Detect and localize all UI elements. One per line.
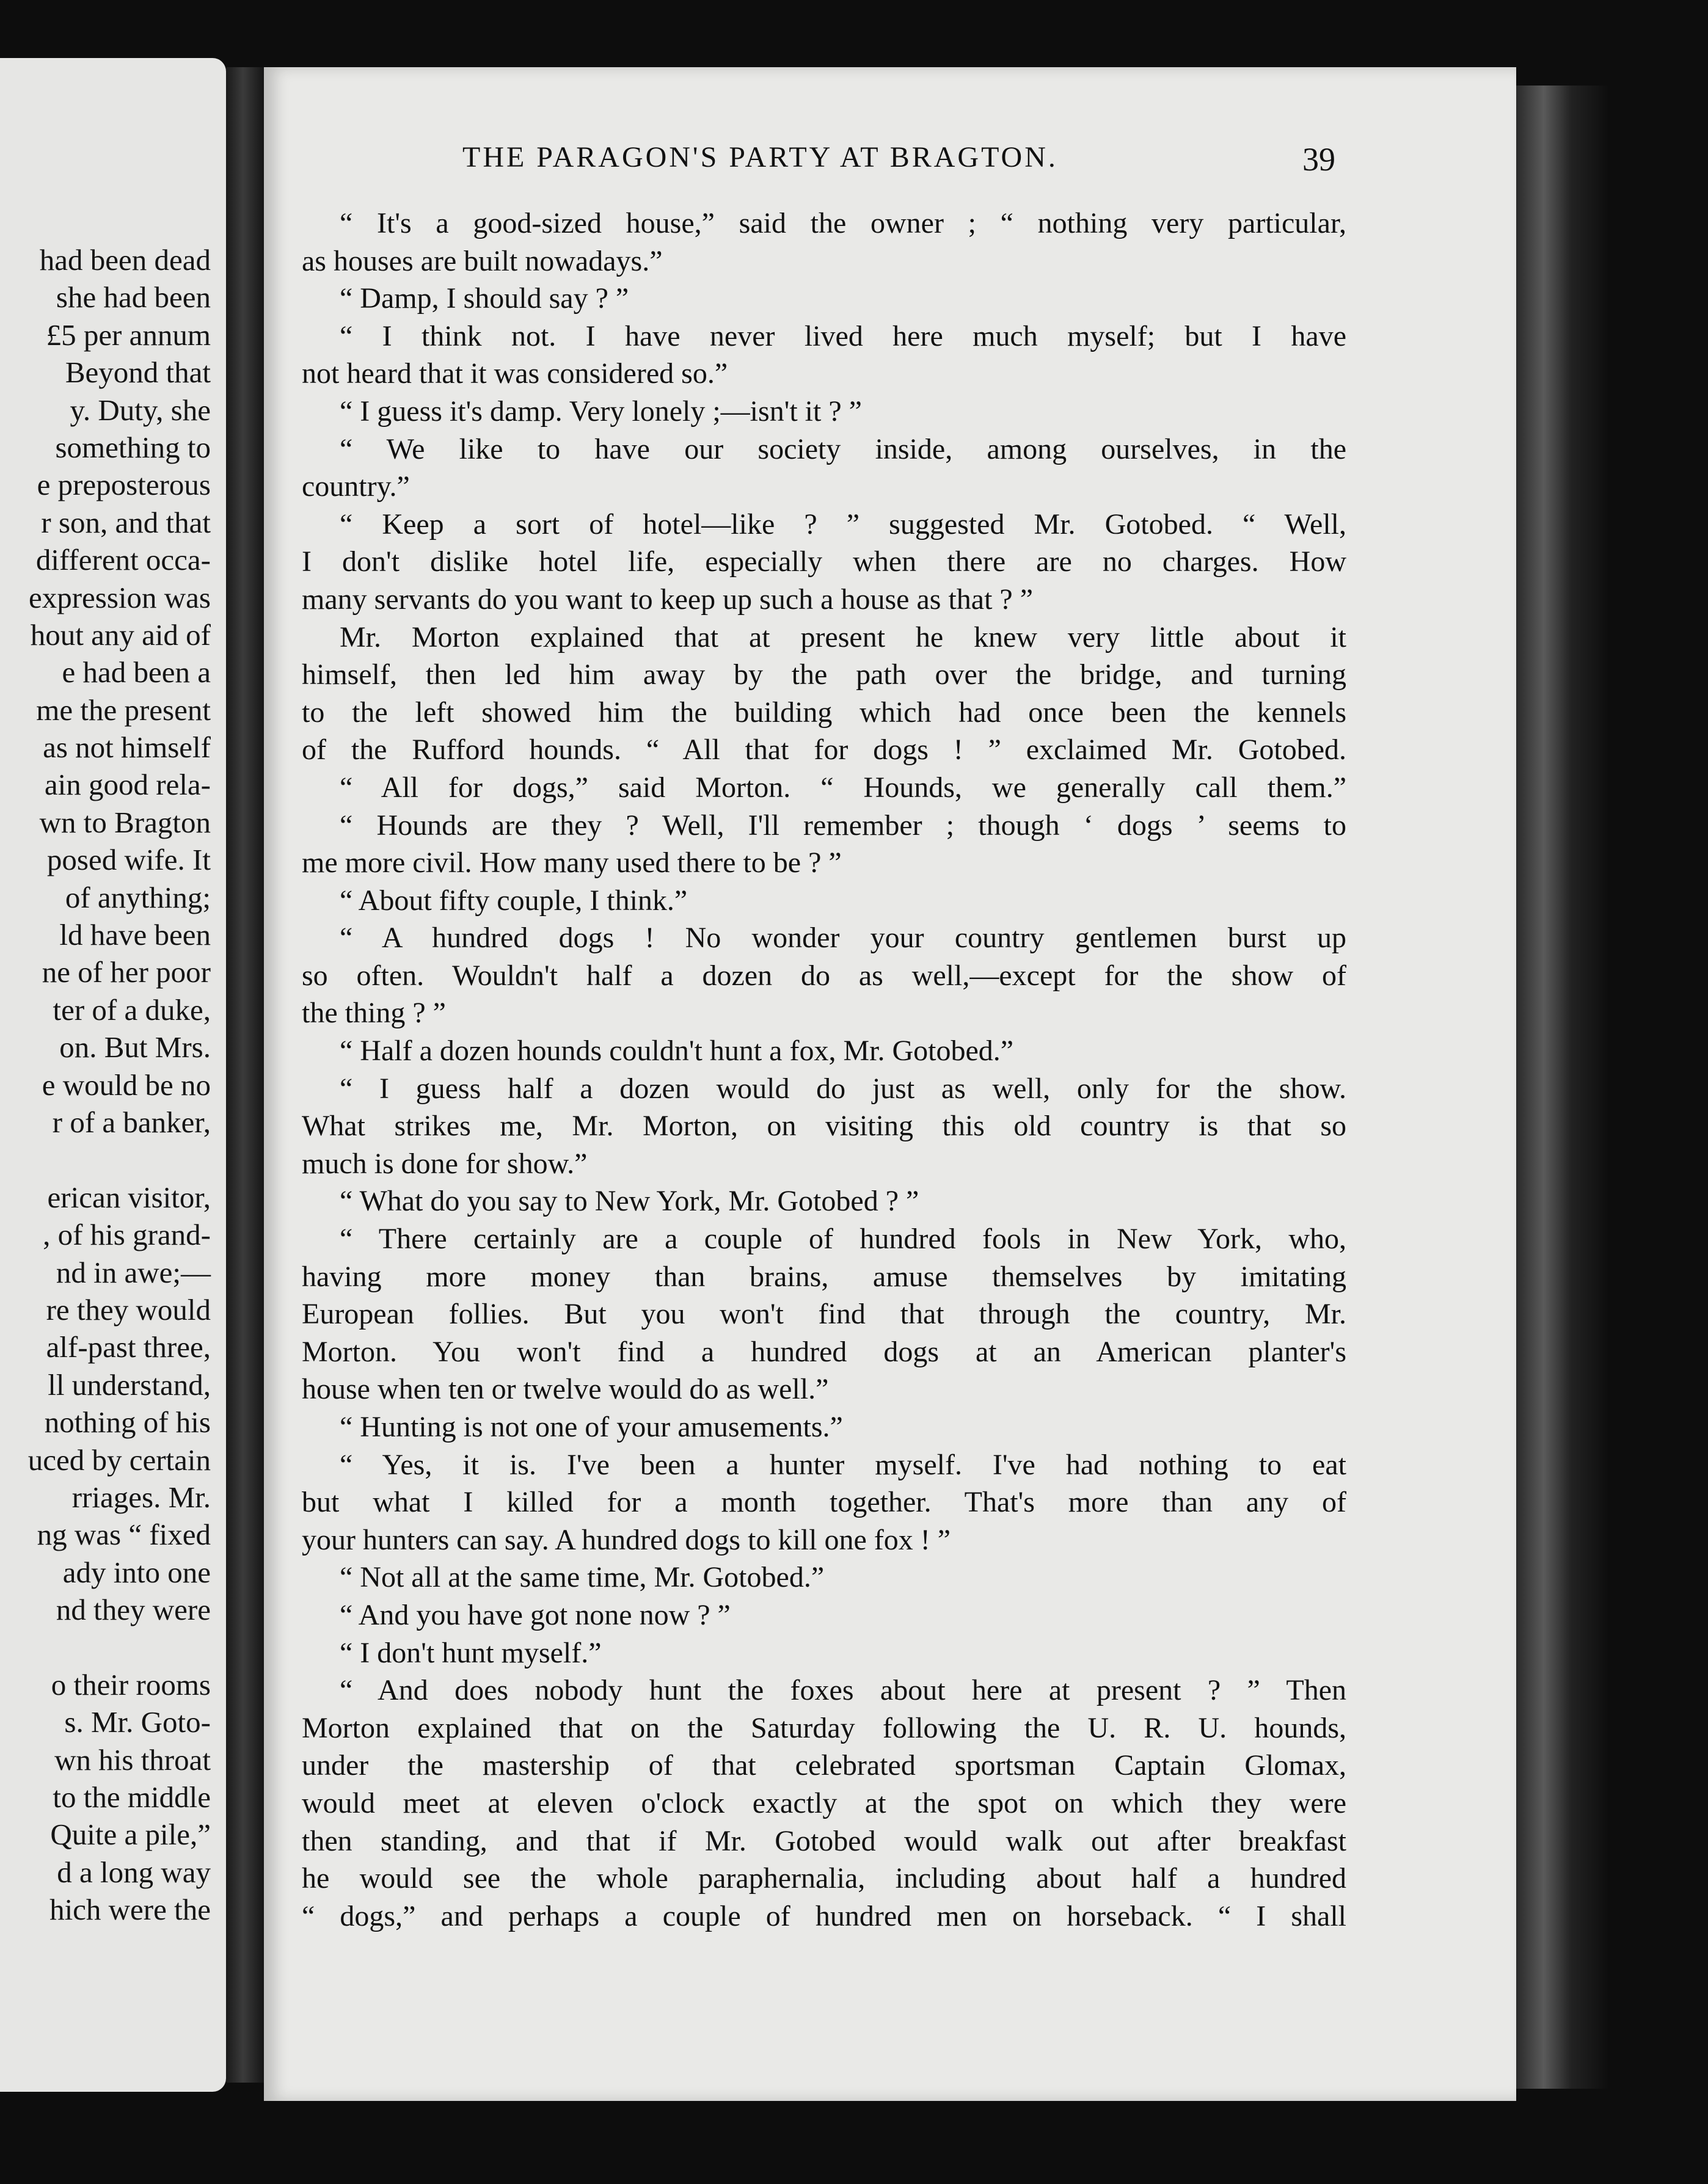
text-line: European follies. But you won't find that through the country, Mr. <box>302 1298 1346 1331</box>
left-line: ady into one <box>62 1555 211 1589</box>
text-line: I don't dislike hotel life, especially when there are no charges. How <box>302 545 1346 578</box>
left-line: Quite a pile,” <box>50 1818 211 1852</box>
text-line: “ Damp, I should say ? ” <box>340 282 629 315</box>
text-line: “ I don't hunt myself.” <box>340 1636 602 1669</box>
left-line: ng was “ fixed <box>37 1518 211 1552</box>
left-line: rriages. Mr. <box>71 1480 211 1514</box>
left-line: as not himself <box>43 730 211 765</box>
left-line: , of his grand- <box>43 1218 211 1252</box>
text-line: “ About fifty couple, I think.” <box>340 884 688 917</box>
text-line: “ Not all at the same time, Mr. Gotobed.” <box>340 1561 825 1594</box>
text-line: your hunters can say. A hundred dogs to kill one fox ! ” <box>302 1523 951 1556</box>
text-line: “ A hundred dogs ! No wonder your country gentlemen burst up <box>340 922 1346 955</box>
text-line: “ Half a dozen hounds couldn't hunt a fox, Mr. Gotobed.” <box>340 1035 1014 1068</box>
left-line: expression was <box>28 580 211 614</box>
text-line: Morton explained that on the Saturday following the U. R. U. hounds, <box>302 1711 1346 1744</box>
left-line: ter of a duke, <box>53 992 211 1027</box>
page-edge-shadow <box>1516 86 1608 2089</box>
left-line: had been dead <box>39 243 211 277</box>
text-line: “ We like to have our society inside, among ourselves, in the <box>340 432 1346 465</box>
text-line: me more civil. How many used there to be ? ” <box>302 846 842 879</box>
left-page <box>0 58 226 2092</box>
left-line: e would be no <box>42 1068 211 1102</box>
left-line: s. Mr. Goto- <box>64 1705 211 1739</box>
left-line: £5 per annum <box>46 318 211 352</box>
left-line: e had been a <box>62 655 211 690</box>
text-line: “ dogs,” and perhaps a couple of hundred men on horseback. “ I shall <box>302 1899 1346 1932</box>
text-line: would meet at eleven o'clock exactly at the spot on which they were <box>302 1786 1346 1819</box>
text-line: he would see the whole paraphernalia, including about half a hundred <box>302 1862 1346 1895</box>
text-line: “ Yes, it is. I've been a hunter myself. I've had nothing to eat <box>340 1448 1346 1481</box>
left-line: r son, and that <box>41 505 211 539</box>
text-line: under the mastership of that celebrated sportsman Captain Glomax, <box>302 1749 1346 1782</box>
left-line: on. But Mrs. <box>59 1030 211 1065</box>
running-head: THE PARAGON'S PARTY AT BRAGTON. <box>462 141 1058 173</box>
text-line: as houses are built nowadays.” <box>302 244 663 277</box>
text-line: country.” <box>302 470 410 503</box>
text-line: “ All for dogs,” said Morton. “ Hounds, we generally call them.” <box>340 771 1346 804</box>
text-line: but what I killed for a month together. That's more than any of <box>302 1486 1346 1519</box>
left-line: erican visitor, <box>47 1180 211 1214</box>
text-line: What strikes me, Mr. Morton, on visiting this old country is that so <box>302 1110 1346 1143</box>
left-line: hout any aid of <box>30 617 211 652</box>
text-line: the thing ? ” <box>302 997 446 1030</box>
right-page <box>264 67 1516 2101</box>
left-line: y. Duty, she <box>70 393 211 427</box>
left-line: wn to Bragton <box>39 805 211 839</box>
text-line: “ What do you say to New York, Mr. Gotobed ? ” <box>340 1185 919 1218</box>
left-line: ne of her poor <box>42 955 211 989</box>
text-line: to the left showed him the building which had once been the kennels <box>302 696 1346 729</box>
left-line: re they would <box>46 1292 211 1327</box>
text-line: “ I guess half a dozen would do just as well, only for the show. <box>340 1072 1346 1105</box>
text-line: “ It's a good-sized house,” said the owner ; “ nothing very particular, <box>340 207 1346 239</box>
text-line: having more money than brains, amuse themselves by imitating <box>302 1260 1346 1293</box>
text-line: many servants do you want to keep up such a house as that ? ” <box>302 583 1034 616</box>
text-line: so often. Wouldn't half a dozen do as well,—except for the show of <box>302 959 1346 992</box>
text-line: of the Rufford hounds. “ All that for dogs ! ” exclaimed Mr. Gotobed. <box>302 733 1346 766</box>
left-line: hich were the <box>49 1893 211 1927</box>
text-line: then standing, and that if Mr. Gotobed would walk out after breakfast <box>302 1824 1346 1857</box>
text-line: “ There certainly are a couple of hundred fools in New York, who, <box>340 1223 1346 1256</box>
left-line: nd they were <box>56 1593 211 1627</box>
left-line: e preposterous <box>37 468 211 502</box>
left-line: wn his throat <box>54 1742 211 1777</box>
text-line: house when ten or twelve would do as well.” <box>302 1373 829 1406</box>
left-line: something to <box>55 430 211 464</box>
left-line: posed wife. It <box>46 843 211 877</box>
text-line: “ And does nobody hunt the foxes about here at present ? ” Then <box>340 1674 1346 1707</box>
left-line-blank <box>0 1628 211 1665</box>
left-line: different occa- <box>35 543 211 577</box>
left-page-text <box>0 241 211 1929</box>
left-line: uced by certain <box>27 1443 211 1477</box>
text-line: “ I guess it's damp. Very lonely ;—isn't it ? ” <box>340 395 862 428</box>
text-line: “ Hounds are they ? Well, I'll remember ; though ‘ dogs ’ seems to <box>340 809 1346 842</box>
text-line: not heard that it was considered so.” <box>302 357 728 390</box>
text-line: much is done for show.” <box>302 1147 588 1180</box>
left-line: ld have been <box>59 918 211 952</box>
text-line: “ Hunting is not one of your amusements.” <box>340 1411 843 1443</box>
left-line: Beyond that <box>65 355 211 390</box>
left-line: ain good rela- <box>44 768 211 802</box>
text-line: “ I think not. I have never lived here much myself; but I have <box>340 319 1346 352</box>
text-line: Morton. You won't find a hundred dogs at an American planter's <box>302 1335 1346 1368</box>
body-text <box>302 205 1346 1935</box>
left-line: o their rooms <box>51 1667 211 1702</box>
left-line: ll understand, <box>48 1367 211 1402</box>
book-gutter <box>226 67 264 2083</box>
left-line: alf-past three, <box>46 1330 211 1364</box>
left-line: to the middle <box>53 1780 211 1815</box>
page-number: 39 <box>1302 141 1335 178</box>
left-line-blank <box>0 1141 211 1178</box>
text-line: “ And you have got none now ? ” <box>340 1598 731 1631</box>
left-line: me the present <box>36 693 211 727</box>
left-line: nothing of his <box>44 1405 211 1440</box>
text-line: himself, then led him away by the path over the bridge, and turning <box>302 658 1346 691</box>
text-line: Mr. Morton explained that at present he knew very little about it <box>340 621 1346 653</box>
left-line: she had been <box>56 280 211 315</box>
left-line: nd in awe;— <box>56 1255 211 1289</box>
left-line: of anything; <box>65 880 211 914</box>
text-line: “ Keep a sort of hotel—like ? ” suggested Mr. Gotobed. “ Well, <box>340 508 1346 541</box>
left-line: r of a banker, <box>52 1105 211 1139</box>
left-line: d a long way <box>57 1855 211 1889</box>
